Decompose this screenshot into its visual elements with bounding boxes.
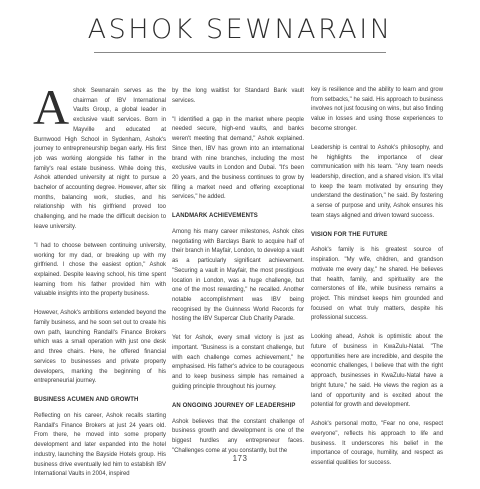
paragraph: Looking ahead, Ashok is optimistic about the future of business in KwaZulu-Natal. "The opportunities here are incredible, and despite the economic challenges, I believe that with the right approach, businesses in KwaZulu-Natal have a bright future," he said. He views the region as a land of opportunity and is excited about the potential for growth and development. <box>311 334 443 409</box>
article-column-1 <box>33 79 166 489</box>
section-heading: LANDMARK ACHIEVEMENTS <box>172 213 258 220</box>
paragraph: Ashok's family is his greatest source of inspiration. "My wife, children, and grandson motivate me every day," he shared. He believes that health, family, and spirituality are the cornerstones of life, while business remains a project. This mindset keeps him grounded and focused on what truly matters, despite his professional success. <box>311 247 443 322</box>
paragraph: "I identified a gap in the market where people needed secure, high-end vaults, and banks weren't meeting that demand," Ashok explained. Since then, IBV has grown into an international brand with nine branches, including the most exclusive vaults in London and Dubai. "It's been 20 years, and the business continues to grow by filling a market need and offering exceptional services," he added. <box>172 116 304 201</box>
section-heading: VISION FOR THE FUTURE <box>311 231 388 238</box>
paragraph: Yet for Ashok, every small victory is just as important. "Business is a constant challenge, but with each challenge comes achievement," he emphasised. His father's advice to be courageous and to keep business simple has remained a guiding principle throughout his journey. <box>172 335 304 390</box>
paragraph <box>33 79 166 233</box>
article-column-2 <box>172 87 304 466</box>
paragraph: However, Ashok's ambitions extended beyond the family business, and he soon set out to create his own path, launching Randall's Finance Brokers which was a small operation with just one desk and three chairs. Here, he offered financial services to businesses and private property developers, marking the beginning of his entrepreneurial journey. <box>34 310 166 385</box>
paragraph: Leadership is central to Ashok's philosophy, and he highlights the importance of clear communication with his team. "Any team needs leadership, direction, and a shared vision. It's vital to keep the team motivated by ensuring they understand the destination," he said. By fostering a sense of purpose and unity, Ashok ensures his team stays aligned and driven toward success. <box>311 144 443 219</box>
paragraph: Reflecting on his career, Ashok recalls starting Randall's Finance Brokers at just 24 years old. From there, he moved into some property development and later expanded into the hotel industry, launching the Bayside Hotels group. His business drive eventually led him to establish IBV International Vaults in 2004, inspired <box>34 412 166 478</box>
page-number: 173 <box>232 454 248 463</box>
paragraph: Ashok's personal motto, "Fear no one, respect everyone", reflects his approach to life and business. It underscores his belief in the importance of courage, humility, and respect as essential qualities for success. <box>311 421 443 467</box>
section-heading: AN ONGOING JOURNEY OF LEADERSHIP <box>172 402 296 409</box>
paragraph: Among his many career milestones, Ashok cites negotiating with Barclays Bank to acquire half of their branch in Mayfair, London, to develop a vault as a particularly significant achievement. "Securing a vault in Mayfair, the most prestigious location in London, was a huge challenge, but one of the most rewarding," he recalled. Another notable accomplishment was IBV being recognised by the Guinness World Records for hosting the IBV Supercar Club Charity Parade. <box>172 229 304 323</box>
section-heading: BUSINESS ACUMEN AND GROWTH <box>34 397 139 404</box>
page-title: ASHOK SEWNARAIN <box>87 14 393 45</box>
paragraph: "I had to choose between continuing university, working for my dad, or breaking up with my girlfriend. I chose the easiest option," Ashok explained. Despite leaving school, his time spent learning from his father provided him with valuable insights into the property business. <box>34 242 166 298</box>
paragraph: by the long waitlist for Standard Bank vault services. <box>172 88 304 104</box>
paragraph-text: shok Sewnarain serves as the chairman of IBV International Vaults Group, a global leader in exclusive vault services. Born in Mayville and educated at Burnwood High School in Sydenham, Ashok's journey to entrepreneurship began early. His first job was working alongside his father in the family's real estate business. While doing this, Ashok attended university at night to pursue a bachelor of accounting degree. However, after six months, balancing work, studies, and his relationship with his girlfriend proved too challenging, and he made the difficult decision to leave university. <box>34 88 166 230</box>
paragraph: key is resilience and the ability to learn and grow from setbacks," he said. His approach to business involves not just focusing on wins, but also finding value in losses and using those experiences to become stronger. <box>311 87 443 132</box>
title-divider <box>94 52 386 53</box>
article-column-3 <box>311 86 443 478</box>
paragraph: Ashok believes that the constant challenge of business growth and development is one of the biggest hurdles any entrepreneur faces. "Challenges come at you constantly, but the <box>172 418 304 454</box>
drop-cap: A <box>33 79 70 135</box>
